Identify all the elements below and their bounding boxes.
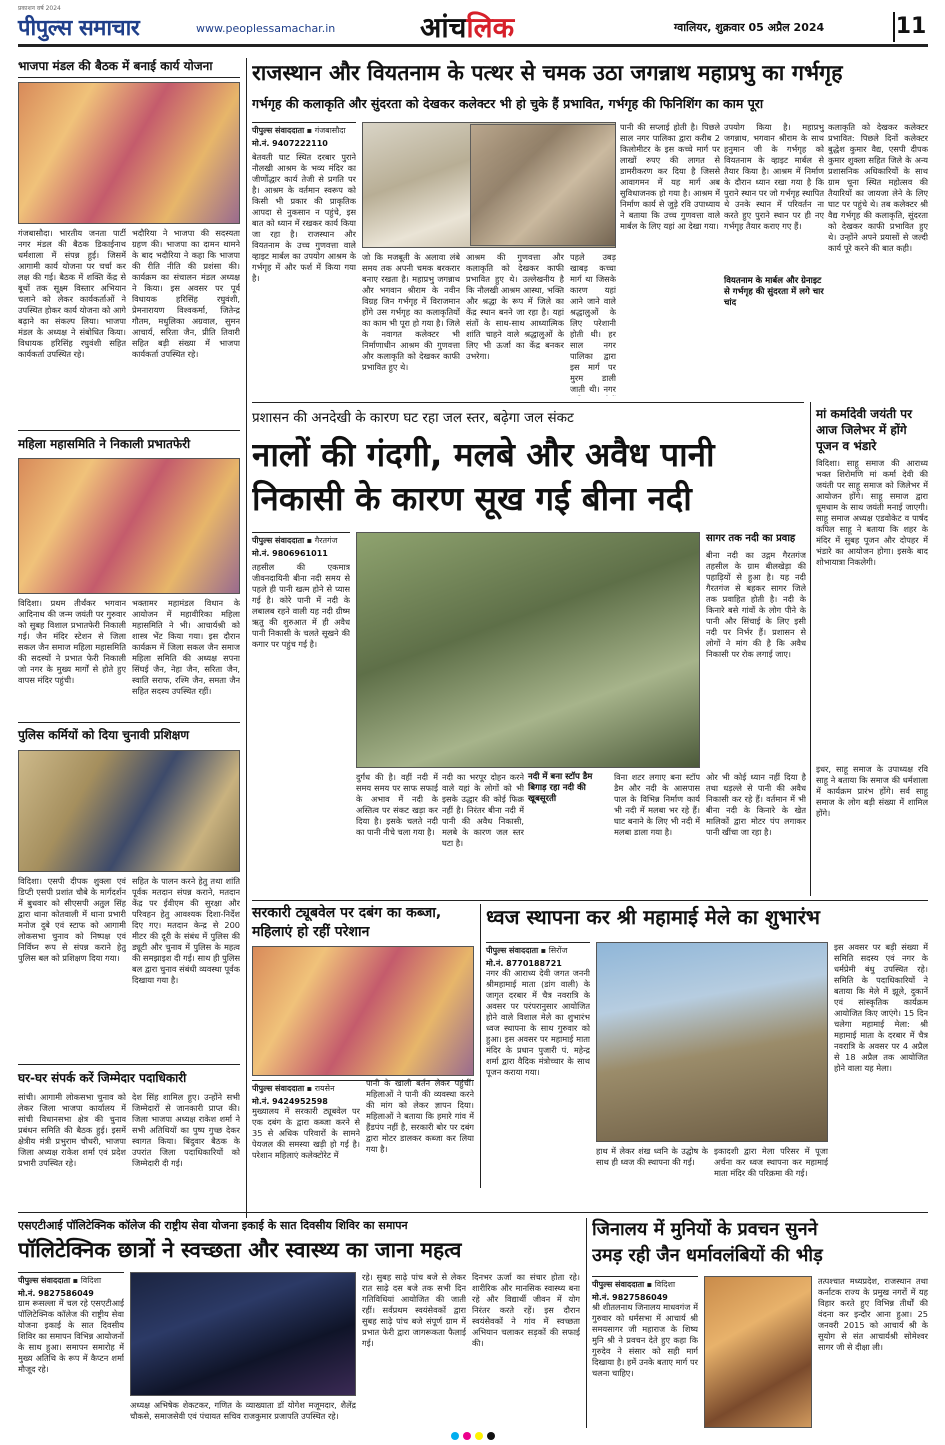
article-dhwaj-headline: ध्वज स्थापना कर श्री महामाई मेले का शुभारंभ — [486, 905, 820, 929]
dateline: ग्वालियर, शुक्रवार 05 अप्रैल 2024 — [674, 21, 825, 34]
jain-byline-box — [592, 1276, 698, 1303]
article-police-photo — [18, 750, 240, 872]
divider — [252, 402, 804, 403]
article-police-body-1: विदिशा। एसपी दीपक शुक्ला एवं डिप्टी एसपी प्रशांत चौबे के मार्गदर्शन में बुधवार को सीएसपी अतुल सिंह द्वारा थाना कोतवाली में थाना प्रभारी मनोज दुबे एवं स्टाफ को आगामी लोकसभा चुनाव को निष्पक्ष एवं निर्विघ्न रूप से संपन्न कराने हेतु पुलिस बल को प्रशिक्षण दिया गया। — [18, 876, 126, 963]
section-name — [420, 8, 514, 46]
lead-byline: पीपुल्स संवाददाता ▪ गंजबासौदा — [252, 122, 356, 136]
water-subheading: सागर तक नदी का प्रवाह — [706, 533, 796, 544]
article-jain-headline-1: जिनालय में मुनियों के प्रवचन सुनने — [592, 1219, 818, 1240]
water-kicker: प्रशासन की अनदेखी के कारण घट रहा जल स्तर, बढ़ेगा जल संकट — [252, 410, 574, 426]
masthead-rule — [18, 44, 928, 47]
divider — [18, 430, 240, 431]
website-link[interactable]: www.peoplessamachar.in — [196, 22, 336, 35]
lead-byline-place: गंजबासौदा — [314, 126, 346, 135]
divider — [18, 1212, 928, 1213]
article-jain-body-2: तत्पश्चात मध्यप्रदेश, राजस्थान तथा कर्नाटक राज्य के प्रमुख नगरों में यह विहार करते हुए विभिन्न तीर्थों की वंदना कर इन्दौर आना हुआ। 25 जनवरी 2015 को आचार्य श्री के सुयोग से संत आचार्यश्री सोमेश्वर सागर जी से दीक्षा ली। — [818, 1276, 928, 1352]
dhwaj-mobile: मो.नं. 8770188721 — [486, 959, 562, 968]
column-divider — [810, 402, 811, 896]
dhwaj-byline-author: पीपुल्स संवाददाता — [486, 946, 539, 955]
newspaper-logo: पीपुल्स समाचार — [18, 16, 140, 41]
jain-byline-place: विदिशा — [654, 1280, 676, 1289]
article-poly-body-2: अध्यक्ष अभिषेक शेकटकर, गणित के व्याख्याता डॉ योगेश मजूमदार, शैलेंद्र चौकसे, समाजसेवी एवं पंचायत सचिव राजकुमार प्रजापति उपस्थित रहे। — [130, 1400, 356, 1421]
article-tubewell-photo — [252, 946, 474, 1076]
article-poly-photo — [130, 1272, 356, 1396]
lead-photo-collector — [470, 124, 616, 246]
water-headline-1: नालों की गंदगी, मलबे और अवैध पानी — [252, 435, 715, 474]
tubewell-mobile: मो.नं. 9424952598 — [252, 1097, 328, 1106]
article-poly-kicker: एसएटीआई पॉलिटेक्निक कॉलेज की राष्ट्रीय सेवा योजना इकाई के सात दिवसीय शिविर का समापन — [18, 1219, 408, 1232]
registration-dot — [475, 1432, 483, 1440]
article-bjp-body-2: भदौरिया ने भाजपा की सदस्यता ग्रहण की। भाजपा का दामन थामने के बाद भदौरिया ने कहा कि भाजपा की रीति नीति की प्रशंसा की। कार्यक्रम का संचालन मंडल अध्यक्ष ने किया। इस अवसर पर पूर्व विधायक हरिसिंह रघुवंशी, प्रेमनारायण विश्वकर्मा, जितेन्द्र गौतम, मधुलिका अग्रवाल, सुमन आचार्य, सरिता जैन, प्रीति तिवारी सहित बड़ी संख्या में भाजपा कार्यकर्ता उपस्थित रहे। — [132, 228, 240, 359]
lead-body-4: पहले उबड़ खाबड़ कच्चा मार्ग था जिसके कारण यहां आने जाने वाले श्रद्धालुओं के लिए परेशानी होती थी। हर साल नगर पालिका द्वारा इस मार्ग पर मुरम डाली जाती थी। नगर — [570, 252, 616, 394]
article-karma-headline: मां कर्मादेवी जयंती पर आज जिलेभर में होंगे पूजन व भंडारे — [816, 407, 913, 453]
column-divider — [586, 1218, 587, 1428]
water-body-5: बीना नदी का उद्गम गैरतगंज तहसील के ग्राम बीलखेड़ा की पहाड़ियों से हुआ है। यह नदी गैरतगंज से बहकर सागर जिले तक प्रवाहित होती है। नदी के किनारे बसे गांवों के लोग पीने के पानी और सिंचाई के लिए इसी नदी पर निर्भर हैं। प्रशासन से लोगों ने मांग की है कि अवैध निकासी पर रोक लगाई जाए। — [706, 550, 806, 659]
column-divider — [246, 58, 247, 1218]
lead-mobile: मो.नं. 9407222110 — [252, 139, 328, 148]
water-body-2: दुर्गंध की है। वहीं नदी में समय समय पर साफ सफाई के अभाव में नदी के अस्तित्व पर संकट खड़ा कर दिया है। इसके चलते नदी का पानी नीचे चला गया है। — [356, 772, 438, 837]
water-stopdam-box — [528, 772, 610, 896]
article-dhwaj-photo — [596, 942, 828, 1142]
water-body-4: विना शटर लगाए बना स्टॉप डैम और नदी के आसपास पाल के विभिन्न निर्माण कार्य भी नदी में मलबा भर रहे हैं। घाट बनाने के लिए भी नदी में मलबा डाला गया है। — [614, 772, 700, 837]
divider — [18, 722, 240, 723]
water-byline-place: गैरतगंज — [314, 536, 338, 545]
poly-byline: पीपुल्स संवाददाता ▪ विदिशा — [18, 1272, 124, 1286]
lead-body-6: उपयोग किया है। महाप्रभु जगन्नाथ, भगवान श्रीराम के साथ हनुमान जी के गर्भगृह को वियतनाम के व्हाइट मार्बल से तैयार किया है। आश्रम में निर्माण के दौरान ध्यान रखा गया है कि पुराने स्थान पर जो गर्भगृह स्थापित थे उनके स्थान में परिवर्तन ना करते हुए पुराने स्थान पर ही नए गर्भगृह तैयार कराए गए हैं। — [724, 122, 824, 231]
water-headline-2: निकासी के कारण सूख गई बीना नदी — [252, 479, 692, 518]
article-mahila-headline: महिला महासमिति ने निकाली प्रभातफेरी — [18, 437, 191, 451]
article-tubewell-headline: सरकारी ट्यूबवेल पर दबंग का कब्जा, महिलाएं हो रहीं परेशान — [252, 905, 442, 940]
article-mahila-body-2: भक्तामर महामंडल विधान के आयोजन में महावीरिका महिला महासमिति ने भी। आचार्यश्री को शास्त्र भेंट किया गया। इस दौरान कार्यक्रम में जिला सकल जैन समाज महिला समिति की अध्यक्ष सपना सिंघई जैन, नेहा जैन, सरिता जैन, स्वाति सराफ, रश्मि जैन, समता जैन सहित सदस्य उपस्थित रहीं। — [132, 598, 240, 696]
registration-dot — [451, 1432, 459, 1440]
lead-body-1: बेतवती घाट स्थित दरबार पुराने नौलखी आश्रम के भव्य मंदिर का जीर्णोद्धार कार्य तेजी से प्रगति पर है। आश्रम के वर्तमान स्वरूप को किसी भी प्रकार की प्राकृतिक आपदा से नुकसान न पहुंचे, इस बात को ध्यान में रखकर कार्य किया जा रहा है। राजस्थान और वियतनाम के उच्च गुणवत्ता वाले व्हाइट मार्बल का उपयोग आश्रम के गर्भगृह में और फर्श में किया गया है। — [252, 152, 356, 283]
article-poly-body-3: रहे। सुबह साढ़े पांच बजे से लेकर रात साढ़े दस बजे तक सभी दिन गतिविधियां आयोजित की जाती रहीं। सर्वप्रथम स्वयंसेवकों द्वारा सुबह साढ़े पांच बजे संपूर्ण ग्राम में प्रभात फेरी द्वारा जागरूकता फैलाई गई। — [362, 1272, 466, 1348]
article-dhwaj-body-1: नगर की आराध्य देवी जगत जननी श्रीमहामाई माता (डांग वाली) के जागृत दरबार में चैत्र नवरात्रि के अवसर पर परंपरानुसार आयोजित होने वाले विशाल मेले का शुभारंभ ध्वज स्थापना के साथ गुरुवार को हुआ। इस अवसर पर महामाई माता मंदिर के प्रधान पुजारी पं. महेन्द्र शर्मा द्वारा वैदिक मंत्रोच्चार के साथ पूजन कराया गया। — [486, 968, 590, 1077]
poly-byline-author: पीपुल्स संवाददाता — [18, 1276, 71, 1285]
divider — [18, 1064, 240, 1065]
article-mahila-body-1: विदिशा। प्रथम तीर्थंकर भगवान आदिनाथ की जन्म जयंती पर गुरुवार को सुबह विशाल प्रभातफेरी निकाली गई। जैन मंदिर स्टेशन से जिला सकल जैन समाज महिला महासमिति की सदस्यों ने प्रभात फेरी निकाली जो नगर के मुख्य मार्गों से होते हुए वापस मंदिर पहुंची। — [18, 598, 126, 685]
article-jain-photo — [704, 1276, 812, 1428]
water-body-6: ओर भी कोई ध्यान नहीं दिया है तथा धड़ल्ले से पानी की अवैध निकासी कर रहे हैं। वर्तमान में भी बीना नदी के किनारे के खेत मालिकों द्वारा मोटर पंप लगाकर पानी खींचा जा रहा है। — [706, 772, 806, 837]
article-bjp-body-1: गंजबासौदा। भारतीय जनता पार्टी नगर मंडल की बैठक डिकाईनाथ धर्मशाला में संपन्न हुई। जिसमें आगामी कार्य योजना पर चर्चा कर लक्ष की गई। बैठक में शक्ति केंद्र से बूथों तक सूक्ष्म विस्तार अभियान चलाने को लेकर कार्यकर्ताओं ने उपस्थित होकर कार्य योजना को आगे बढ़ाने का संकल्प लिया। भाजपा मंडल के अध्यक्ष ने संबोधित किया। विधायक हरिसिंह रघुवंशी सहित कार्यकर्ता उपस्थित रहे। — [18, 228, 126, 359]
poly-byline-place: विदिशा — [80, 1276, 102, 1285]
water-byline: पीपुल्स संवाददाता ▪ गैरतगंज — [252, 532, 350, 546]
lead-subhead: गर्भगृह की कलाकृति और सुंदरता को देखकर कलेक्टर भी हो चुके हैं प्रभावित, गर्भगृह की फिनिशिंग का काम पूरा — [252, 96, 764, 111]
tubewell-byline-author: पीपुल्स संवाददाता — [252, 1084, 305, 1093]
article-bjp-headline: भाजपा मंडल की बैठक में बनाई कार्य योजना — [18, 58, 240, 78]
section-name-pre: आंच — [420, 11, 467, 44]
poly-byline-box — [18, 1272, 124, 1299]
lead-subheading: वियतनाम के मार्बल और ग्रेनाइट से गर्भगृह की सुंदरता में लगे चार चांद — [724, 276, 824, 308]
article-sampark-body-2: देश सिंह शामिल हुए। उन्होंने सभी जिम्मेदारों से जानकारी प्राप्त की। जिला भाजपा अध्यक्ष राकेश शर्मा ने सभी अतिथियों का पुष्प गुच्छ देकर स्वागत किया। बिंदुवार बैठक के उपरांत जिला पदाधिकारियों को जिम्मेदारी दी गई। — [132, 1092, 240, 1168]
article-dhwaj-caption-1: हाथ में लेकर शंख ध्वनि के उद्घोष के साथ ही ध्वज की स्थापना की गई। — [596, 1146, 708, 1167]
registration-marks — [0, 1432, 945, 1442]
dhwaj-byline-place: सिरोंज — [548, 946, 568, 955]
jain-byline-author: पीपुल्स संवाददाता — [592, 1280, 645, 1289]
tubewell-byline: पीपुल्स संवाददाता ▪ रायसेन — [252, 1080, 474, 1094]
masthead-small-tag: प्रकाशन वर्ष 2024 — [18, 5, 61, 12]
article-sampark-body-1: सांची। आगामी लोकसभा चुनाव को लेकर जिला भाजपा कार्यालय में सांची विधानसभा क्षेत्र की चुनाव प्रबंधन समिति की बैठक हुई। इसमें क्षेत्रीय मंत्री प्रभुराम चौधरी, भाजपा जिला अध्यक्ष राकेश शर्मा एवं प्रदेश प्रभारी उपस्थित रहे। — [18, 1092, 126, 1168]
water-mobile: मो.नं. 9806961011 — [252, 549, 328, 558]
article-tubewell-body-1: मुख्यालय में सरकारी ट्यूबवेल पर एक दबंग के द्वारा कब्जा करने से 35 से अधिक परिवारों के सामने पेयजल की समस्या खड़ी हो गई है। परेशान महिलाएं कलेक्टोरेट में — [252, 1106, 360, 1160]
registration-dot — [487, 1432, 495, 1440]
section-name-post: लिक — [466, 11, 515, 44]
lead-byline-author: पीपुल्स संवाददाता — [252, 126, 305, 135]
article-karma-body-2: इधर, साहू समाज के उपाध्यक्ष रवि साहू ने बताया कि समाज की धर्मशाला में कार्यक्रम प्रारंभ होंगे। सर्व साहू समाज के लोग बड़ी संख्या में शामिल होंगे। — [816, 764, 928, 818]
lead-body-7: कलाकृति को देखकर कलेक्टर प्रभावित: पिछले दिनों कलेक्टर बुद्धेश कुमार वैद्य, एसपी दीपक कुमार शुक्ला सहित जिले के अन्य प्रशासनिक अधिकारियों के साथ ग्राम चूना स्थित महोत्सव की तैयारियों का जायजा लेने के लिए घाट पर पहुंचे थे। तब कलेक्टर श्री वैद्य गर्भगृह की कलाकृति, सुंदरता को देखकर काफी प्रभावित हुए थे। उन्होंने अपने प्रयासों से जल्दी कार्य पूरे करने की बात कही। — [828, 122, 928, 253]
divider — [252, 900, 928, 901]
lead-body-5: पानी की सप्लाई होती है। पिछले साल नगर पालिका द्वारा करीब 2 किलोमीटर के इस कच्चे मार्ग पर लाखों रुपए की लागत से डामरीकरण कर दिया है जिससे आवागमन में यह मार्ग अब सुविधाजनक हो गया है। आश्रम में निर्माण कार्य से जुड़े रवि उपाध्याय ने बताया कि उच्च गुणवत्ता वाले मार्बल के लिए यहां आ देखा गया। — [620, 122, 720, 231]
article-mahila-photo — [18, 458, 240, 594]
water-byline-box — [252, 532, 350, 559]
jain-byline: पीपुल्स संवाददाता ▪ विदिशा — [592, 1276, 698, 1290]
article-sampark-headline: घर-घर संपर्क करें जिम्मेदार पदाधिकारी — [18, 1071, 187, 1085]
article-poly-body-4: दिनभर ऊर्जा का संचार होता रहे। शारीरिक और मानसिक स्वास्थ्य बना रहे और विद्यार्थी जीवन में योग निरंतर करते रहें। इस दौरान स्वयंसेवकों ने गांव में स्वच्छता अभियान चलाकर सड़कों की सफाई की। — [472, 1272, 580, 1348]
lead-byline-box — [252, 122, 356, 149]
masthead — [0, 0, 945, 48]
article-police-body-2: सहित के पालन करने हेतु तथा शांति पूर्वक मतदान संपन्न कराने, मतदान केंद्र पर ईवीएम की सुरक्षा और परिवहन हेतु आवश्यक दिशा-निर्देश दिए गए। मतदान केन्द्र से 200 मीटर की दूरी के संबंध में पुलिस की ड्यूटी और चुनाव में पुलिस के महत्व की समझाइश दी गई। साथ ही पुलिस बल द्वारा चुनाव संबंधी व्यवस्था पूर्वक दिखाया गया है। — [132, 876, 240, 985]
water-body-1: तहसील की एकमात्र जीवनदायिनी बीना नदी समय से पहले ही पानी खत्म होने से प्यास गई है। कोरे पानी में नदी के लबालब रहने वाली यह नदी ग्रीष्म ऋतु की शुरुआत में ही अवैध पानी निकासी के चलते सूखने की कगार पर पहुंच गई है। — [252, 562, 350, 649]
water-byline-author: पीपुल्स संवाददाता — [252, 536, 305, 545]
article-karma-body-1: विदिशा। साहू समाज की आराध्य भक्त शिरोमणि मां कर्मा देवी की जयंती पर साहू समाज को जिलेभर में आयोजन होंगे। साहू समाज द्वारा धूमधाम के साथ जयंती मनाई जाएगी। साहू समाज अध्यक्ष एडवोकेट व पार्षद कपिल साहू ने बताया कि शहर के मंदिर में सुबह पूजन और दोपहर में भंडारे का आयोजन होगा। इसके बाद शोभायात्रा निकलेगी। — [816, 458, 928, 567]
lead-headline: राजस्थान और वियतनाम के पत्थर से चमक उठा जगन्नाथ महाप्रभु का गर्भगृह — [252, 61, 843, 86]
dhwaj-byline: पीपुल्स संवाददाता ▪ सिरोंज — [486, 942, 590, 956]
article-jain-body-1: श्री शीतलनाथ जिनालय माधवगंज में गुरुवार को धर्मसभा में आचार्य श्री समयसागर जी महाराज के शिष्य मुनि श्री ने प्रवचन देते हुए कहा कि गुरुदेव ने संसार को सही मार्ग दिखाया है। हमें उनके बताए मार्ग पर चलना चाहिए। — [592, 1302, 698, 1378]
column-divider — [480, 904, 481, 1188]
article-dhwaj-body-2: इस अवसर पर बड़ी संख्या में समिति सदस्य एवं नगर के धर्मप्रेमी बंधु उपस्थित रहे। समिति के पदाधिकारियों ने बताया कि मेले में झूले, दुकानें एवं सांस्कृतिक कार्यक्रम आयोजित किए जाएंगे। 15 दिन चलेगा महामाई मेला: श्री महामाई माता के दरबार में चैत्र नवरात्रि के अवसर पर 4 अप्रैल से 18 अप्रैल तक आयोजित होने वाला यह मेला। — [834, 942, 928, 1073]
article-police-headline: पुलिस कर्मियों को दिया चुनावी प्रशिक्षण — [18, 728, 190, 742]
water-body-3: नदी का भरपूर दोहन करने वाले यहां के लोगों को भी इसके उद्धार की कोई फिक्र नहीं है। निरंतर बीना नदी में पानी की अवैध निकासी, मलबे के कारण जल स्तर घटा है। — [442, 772, 524, 848]
article-jain-headline-2: उमड़ रही जैन धर्मावलंबियों की भीड़ — [592, 1245, 823, 1266]
article-dhwaj-caption-2: इकादशी द्वारा मेला परिसर में पूजा अर्चना कर ध्वज स्थापना कर महामाई माता मंदिर की परिक्रमा की गई। — [714, 1146, 828, 1178]
article-poly-headline: पॉलिटेक्निक छात्रों ने स्वच्छता और स्वास्थ्य का जाना महत्व — [18, 1238, 462, 1262]
poly-mobile: मो.नं. 9827586049 — [18, 1289, 94, 1298]
registration-dot — [463, 1432, 471, 1440]
page-number: 11 — [893, 12, 927, 42]
lead-body-3: आश्रम की गुणवत्ता और कलाकृति को देखकर काफी प्रभावित हुए थे। उल्लेखनीय है कि नौलखी आश्रम आस्था, भक्ति और श्रद्धा के रूप में जिले का केंद्र स्थान बनने जा रहा है। यहां संतों के साथ-साथ आध्यात्मिक शांति चाहने वाले श्रद्धालुओं के लिए भी ऊर्जा का केंद्र बनकर उभरेगा। — [466, 252, 564, 361]
article-bjp-photo — [18, 82, 240, 224]
water-subheading-2: नदी में बना स्टॉप डैम बिगाड़ रहा नदी की खूबसूरती — [528, 772, 593, 804]
jain-mobile: मो.नं. 9827586049 — [592, 1293, 668, 1302]
article-tubewell-body-2: पानी के खाली बर्तन लेकर पहुंचीं। महिलाओं ने पानी की व्यवस्था करने की मांग को लेकर ज्ञापन दिया। महिलाओं ने बताया कि हमारे गांव में हैंडपंप नहीं है, सरकारी बोर पर दबंग द्वारा मोटर डालकर कब्जा कर लिया गया है। — [366, 1078, 474, 1154]
water-photo-river — [356, 532, 700, 768]
tubewell-byline-place: रायसेन — [314, 1084, 335, 1093]
dhwaj-byline-box — [486, 942, 590, 969]
lead-body-2: जो कि मजबूती के अलावा लंबे समय तक अपनी चमक बरकरार बनाए रखता है। महाप्रभु जगन्नाथ और भगवान श्रीराम के नवीन विग्रह जिन गर्भगृह में विराजमान होंगे उस गर्भगृह का कलाकृतियों का काम भी पूरा हो गया है। जिले के नवागत कलेक्टर भी निर्माणाधीन आश्रम की गुणवत्ता और कलाकृति को देखकर काफी प्रभावित हुए थे। — [362, 252, 460, 372]
article-poly-body-1: ग्राम रूसल्ला में चल रहे एसएटीआई पॉलिटेक्निक कॉलेज की राष्ट्रीय सेवा योजना इकाई के सात दिवसीय शिविर का समापन विभिन्न आयोजनों के साथ हुआ। समापन समारोह में मुख्य अतिथि के रूप में कैप्टन शर्मा मौजूद रहे। — [18, 1298, 124, 1374]
